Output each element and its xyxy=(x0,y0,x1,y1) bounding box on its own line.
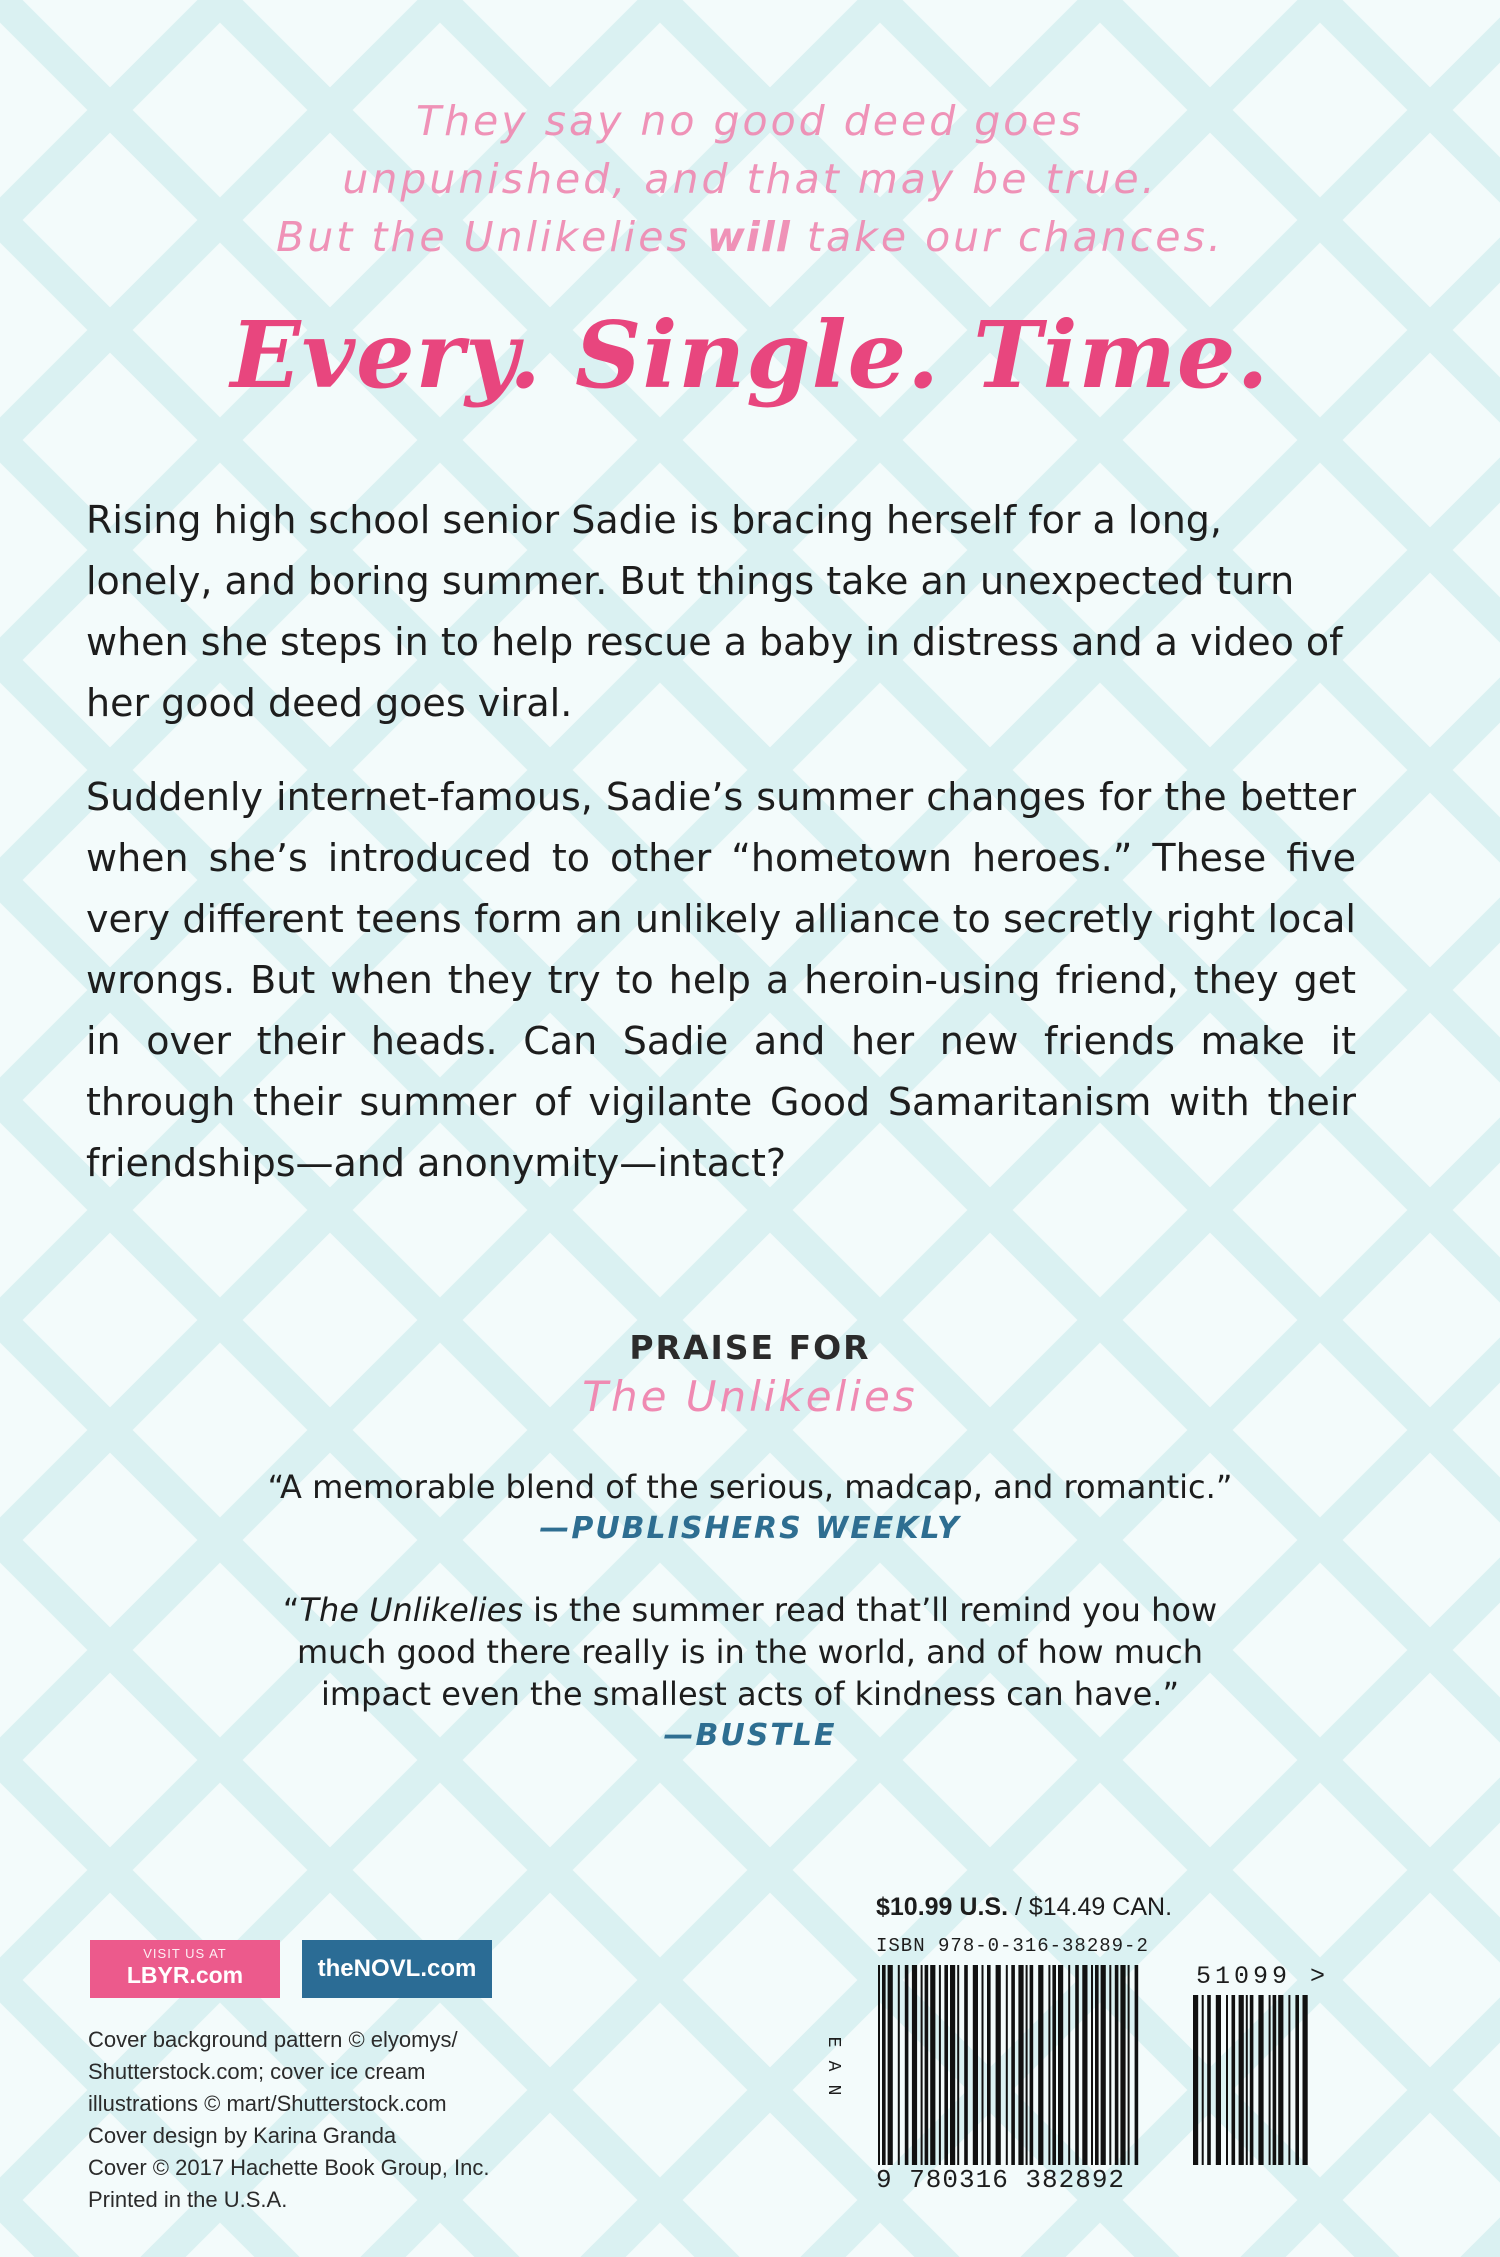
price-us: $10.99 U.S. xyxy=(876,1893,1009,1921)
credit-line: Printed in the U.S.A. xyxy=(88,2187,288,2212)
price-line xyxy=(876,1893,1172,1922)
quote-book-title: The Unlikelies xyxy=(299,1591,523,1629)
barcode-bar xyxy=(1101,1965,1106,2165)
ean-letter: N xyxy=(823,2084,843,2096)
barcode-bar xyxy=(1018,1965,1023,2165)
barcode-bar xyxy=(1082,1965,1087,2165)
barcode-bar xyxy=(1232,1995,1236,2165)
barcode-bar xyxy=(987,1965,991,2165)
barcode-area xyxy=(876,1962,1356,2210)
barcode-bar xyxy=(905,1965,909,2165)
barcode-bar xyxy=(1048,1965,1050,2165)
barcode-bar xyxy=(964,1965,968,2165)
barcode-bar xyxy=(939,1965,941,2165)
barcode-bar xyxy=(1052,1965,1056,2165)
barcode-bar xyxy=(1250,1995,1254,2165)
barcode-bar xyxy=(898,1965,900,2165)
barcode-bar xyxy=(1226,1995,1228,2165)
barcode-bar xyxy=(944,1965,948,2165)
review-quote-2 xyxy=(150,1589,1350,1757)
review-quote-2-line-1: “The Unlikelies is the summer read that’ll remind you how xyxy=(282,1591,1218,1629)
ean-letter: A xyxy=(823,2060,843,2072)
barcode-bar xyxy=(1011,1965,1015,2165)
barcode-bar xyxy=(1288,1995,1290,2165)
barcode-bar xyxy=(1135,1965,1139,2165)
blurb-paragraph-2: Suddenly internet-famous, Sadie’s summer changes for the better when she’s introduced to other “hometown heroes.” These five very different teens form an unlikely alliance to secretly right local wrongs. But when they try to help a heroin-using friend, they get in over their heads. Can Sadie and her new friends make it through their summer of vigilante Good Samaritanism with their friendships—and anonymity—intact? xyxy=(86,775,1356,1185)
motto-script: Every. Single. Time. xyxy=(230,301,1270,409)
barcode-bar xyxy=(973,1965,978,2165)
barcode-bar xyxy=(1303,1995,1308,2165)
barcode-bar xyxy=(1278,1995,1283,2165)
barcode-bar xyxy=(888,1965,893,2165)
blurb-paragraph-1: Rising high school senior Sadie is bracing herself for a long, lonely, and boring summer. But things take an unexpected turn when she steps in to help rescue a baby in distress and a video of her good deed goes viral. xyxy=(86,498,1343,725)
ean-letter: E xyxy=(823,2036,843,2048)
barcode-bar xyxy=(930,1965,935,2165)
barcode-bar xyxy=(921,1965,923,2165)
barcode-bar xyxy=(1068,1965,1070,2165)
tagline-line-1: They say no good deed goes xyxy=(416,97,1084,145)
tagline xyxy=(0,92,1500,266)
review-quote-2-line-2: much good there really is in the world, and of how much xyxy=(296,1633,1204,1671)
credit-line: Cover © 2017 Hachette Book Group, Inc. xyxy=(88,2155,490,2180)
barcode-bar xyxy=(982,1965,984,2165)
barcode-digits: 9 780316 382892 xyxy=(876,2165,1126,2195)
lbyr-website-badge xyxy=(90,1940,280,1998)
barcode-bar xyxy=(1295,1995,1299,2165)
review-source-1: —PUBLISHERS WEEKLY xyxy=(539,1511,961,1546)
barcode-bar xyxy=(1216,1995,1221,2165)
cover-credits xyxy=(88,2024,608,2216)
isbn-barcode xyxy=(876,1965,1146,2165)
barcode-bar xyxy=(1120,1965,1125,2165)
credit-line: Shutterstock.com; cover ice cream xyxy=(88,2059,426,2084)
barcode-bar xyxy=(1006,1965,1008,2165)
barcode-bar xyxy=(1202,1995,1204,2165)
barcode-bar xyxy=(1030,1965,1034,2165)
praise-heading: PRAISE FOR xyxy=(629,1328,871,1367)
review-source-2: —BUSTLE xyxy=(663,1718,837,1753)
lbyr-badge-caption: VISIT US AT xyxy=(143,1946,227,1961)
barcode-bar xyxy=(1058,1965,1063,2165)
tagline-line-3-start: But the Unlikelies xyxy=(276,213,707,261)
barcode-bar xyxy=(1207,1995,1211,2165)
barcode-bar xyxy=(1095,1965,1099,2165)
credit-line: illustrations © mart/Shutterstock.com xyxy=(88,2091,447,2116)
praise-book-title: The Unlikelies xyxy=(582,1372,918,1421)
review-quote-1-text: “A memorable blend of the serious, madcap, and romantic.” xyxy=(267,1468,1233,1506)
barcode-bar xyxy=(1273,1995,1277,2165)
review-quote-1 xyxy=(150,1466,1350,1550)
novl-website-badge xyxy=(302,1940,492,1998)
barcode-bar xyxy=(882,1965,886,2165)
barcode-bar xyxy=(1109,1965,1111,2165)
barcode-bar xyxy=(1258,1995,1263,2165)
barcode-bar xyxy=(1091,1965,1093,2165)
barcode-bar xyxy=(996,1965,1001,2165)
barcode-bar xyxy=(1239,1995,1244,2165)
barcode-bar xyxy=(1026,1965,1028,2165)
lbyr-badge-url: LBYR.com xyxy=(126,1962,244,1988)
barcode-bar xyxy=(925,1965,929,2165)
barcode-bar xyxy=(1246,1995,1248,2165)
barcode-bar xyxy=(912,1965,917,2165)
barcode-bar xyxy=(1193,1995,1198,2165)
ean-label xyxy=(822,2030,844,2102)
barcode-bar xyxy=(1075,1965,1079,2165)
barcode-bar xyxy=(1115,1965,1119,2165)
barcode-bar xyxy=(1038,1965,1043,2165)
isbn-number: ISBN 978-0-316-38289-2 xyxy=(876,1935,1149,1957)
barcode-bar xyxy=(950,1965,955,2165)
tagline-line-3 xyxy=(0,208,1500,266)
tagline-line-2: unpunished, and that may be true. xyxy=(342,155,1158,203)
price-separator: / xyxy=(1008,1893,1029,1921)
novl-badge-url: theNOVL.com xyxy=(317,1955,477,1982)
review-quote-2-line-3: impact even the smallest acts of kindness can have.” xyxy=(320,1675,1180,1713)
barcode-bar xyxy=(957,1965,959,2165)
tagline-line-3-end: take our chances. xyxy=(790,213,1224,261)
price-code: 51099 > xyxy=(1196,1962,1330,1991)
tagline-emphasis: will xyxy=(706,213,791,261)
price-can: $14.49 CAN. xyxy=(1028,1893,1173,1921)
barcode-bar xyxy=(878,1965,880,2165)
price-addon-barcode xyxy=(1191,1995,1311,2195)
credit-line: Cover design by Karina Granda xyxy=(88,2123,397,2148)
barcode-bar xyxy=(1128,1965,1130,2165)
barcode-bar xyxy=(1269,1995,1271,2165)
credit-line: Cover background pattern © elyomys/ xyxy=(88,2027,458,2052)
